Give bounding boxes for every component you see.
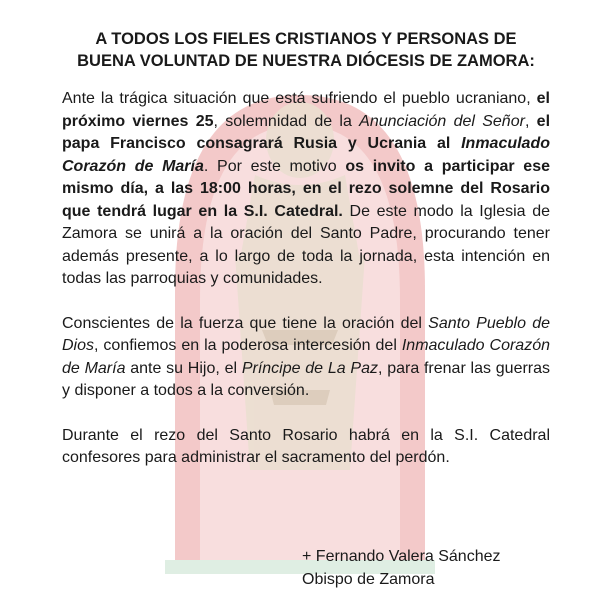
signature-title: Obispo de Zamora	[302, 571, 435, 588]
heading-line-1: A TODOS LOS FIELES CRISTIANOS Y PERSONAS DE	[95, 30, 517, 48]
p2-text: , confiemos en la poderosa intercesión del	[94, 337, 402, 354]
signature-name: + Fernando Valera Sánchez	[302, 548, 501, 565]
paragraph-intercession	[62, 313, 550, 403]
p1-invitation: os invito a participar ese mismo día, a las 18:00 horas, en el rezo solemne del Rosario que tendrá lugar en la S.I. Catedral.	[62, 157, 551, 220]
p1-text: , solemnidad de la	[213, 112, 360, 130]
letter-body	[62, 28, 550, 470]
p1-text: Ante la trágica situación que está sufriendo el pueblo ucraniano,	[62, 90, 537, 107]
letter-heading	[62, 28, 550, 72]
p1-consecration: el papa Francisco consagrará Rusia y Ucrania al	[62, 112, 551, 152]
p2-text: ante su Hijo, el	[125, 359, 242, 377]
p1-immaculate-heart: Inmaculado Corazón de María	[62, 135, 550, 175]
p1-text: ,	[524, 112, 537, 130]
p2-text: , para frenar las guerras y disponer a todos a la conversión.	[62, 359, 551, 399]
paragraph-announcement	[62, 88, 550, 291]
p3-text: Durante el rezo del Santo Rosario habrá en la S.I. Catedral confesores para administrar el sacramento del perdón.	[62, 426, 550, 466]
p2-text: Conscientes de la fuerza que tiene la oración del	[62, 314, 429, 332]
p2-prince-of-peace: Príncipe de La Paz	[241, 359, 378, 377]
p1-text: De este modo la Iglesia de Zamora se unirá a la oración del Santo Padre, procurando tener además presente, a lo largo de toda la jornada, esta intención en todas las parroquias y comunidades.	[62, 202, 551, 287]
p2-holy-people: Santo Pueblo de Dios	[62, 314, 550, 354]
signature-block	[302, 545, 501, 591]
p1-text: . Por este motivo	[203, 157, 346, 175]
heading-line-2: BUENA VOLUNTAD DE NUESTRA DIÓCESIS DE ZAMORA:	[77, 52, 535, 70]
paragraph-confessions	[62, 425, 550, 470]
p1-feast: Anunciación del Señor	[359, 112, 525, 130]
p1-date: el próximo viernes 25	[62, 90, 550, 130]
p2-immaculate-heart: Inmaculado Corazón de María	[62, 337, 551, 377]
